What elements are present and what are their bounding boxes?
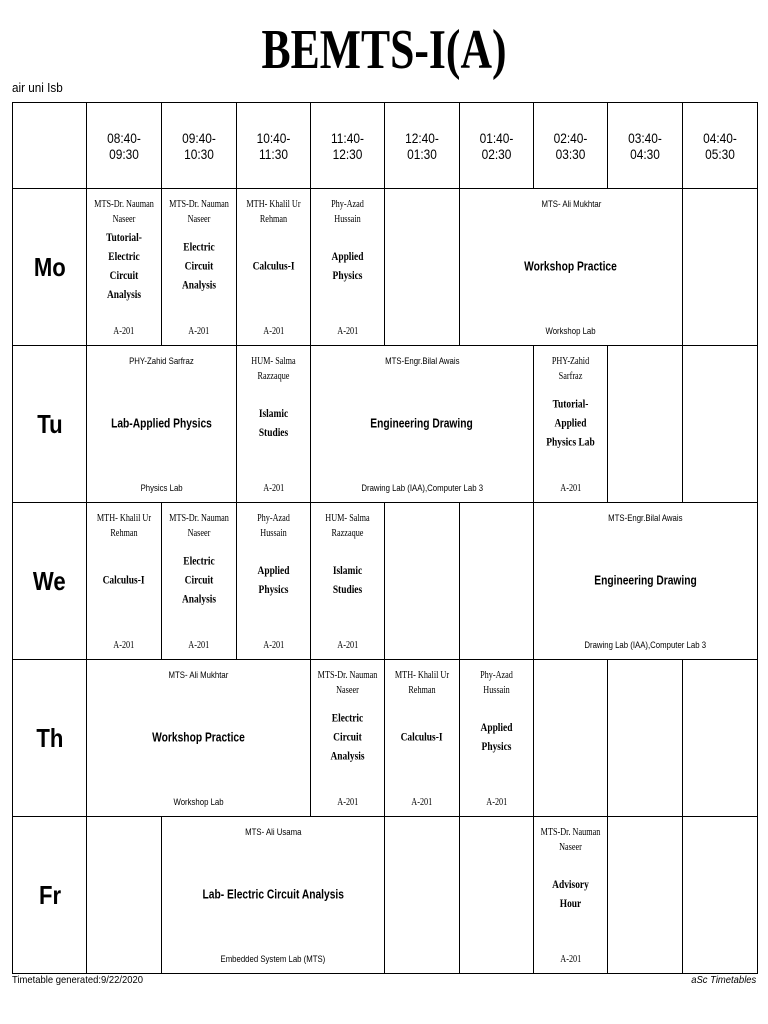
lesson-cell[interactable] [311, 189, 385, 346]
lesson-subject: Tutorial-Applied Physics Lab [546, 398, 595, 449]
lesson-teacher: MTS- Ali Mukhtar [541, 199, 601, 210]
period-header: 04:40-05:30 [683, 103, 758, 189]
empty-cell [385, 503, 460, 660]
lesson-cell[interactable] [311, 346, 534, 503]
lesson-cell[interactable] [87, 660, 311, 817]
lesson-cell[interactable] [87, 346, 237, 503]
period-header: 02:40-03:30 [534, 103, 608, 189]
lesson-cell[interactable] [87, 189, 162, 346]
lesson-subject: Workshop Practice [524, 259, 618, 274]
lesson-subject: Calculus-I [252, 260, 295, 273]
lesson-room: A-201 [263, 326, 284, 337]
period-header: 11:40-12:30 [311, 103, 385, 189]
lesson-cell[interactable] [237, 189, 311, 346]
period-header: 09:40-10:30 [162, 103, 237, 189]
lesson-subject: Applied Physics [331, 251, 364, 282]
lesson-cell[interactable] [460, 660, 534, 817]
timetable-title: BEMTS-I(A) [261, 19, 507, 81]
day-row-tuesday [13, 346, 758, 503]
lesson-cell[interactable] [87, 503, 162, 660]
lesson-teacher: HUM- Salma Razzaque [325, 513, 370, 539]
lesson-subject: Islamic Studies [258, 408, 289, 439]
lesson-room: Drawing Lab (IAA),Computer Lab 3 [361, 483, 483, 494]
empty-cell [608, 660, 683, 817]
school-name: air uni Isb [12, 80, 63, 95]
day-label: Fr [13, 817, 87, 974]
day-row-monday [13, 189, 758, 346]
lesson-subject: Electric Circuit Analysis [181, 241, 217, 292]
lesson-room: A-201 [337, 326, 358, 337]
empty-cell [460, 503, 534, 660]
lesson-cell[interactable] [534, 503, 758, 660]
lesson-cell[interactable] [460, 189, 683, 346]
lesson-teacher: Phy-Azad Hussain [480, 670, 513, 696]
lesson-cell[interactable] [311, 503, 385, 660]
day-label: Th [13, 660, 87, 817]
lesson-cell[interactable] [162, 817, 385, 974]
empty-cell [534, 660, 608, 817]
lesson-teacher: HUM- Salma Razzaque [251, 356, 296, 382]
lesson-cell[interactable] [162, 189, 237, 346]
lesson-room: A-201 [188, 640, 210, 651]
lesson-room: A-201 [560, 954, 581, 965]
lesson-cell[interactable] [237, 346, 311, 503]
empty-cell [460, 817, 534, 974]
lesson-subject: Islamic Studies [332, 565, 363, 596]
lesson-room: A-201 [560, 483, 581, 494]
lesson-room: A-201 [337, 797, 358, 808]
empty-cell [385, 817, 460, 974]
header-row [13, 103, 758, 189]
lesson-subject: Advisory Hour [552, 879, 589, 910]
lesson-teacher: MTS- Ali Mukhtar [168, 670, 229, 681]
lesson-subject: Lab- Electric Circuit Analysis [202, 887, 344, 902]
lesson-room: Drawing Lab (IAA),Computer Lab 3 [584, 640, 707, 651]
day-label: Mo [13, 189, 87, 346]
lesson-room: A-201 [113, 326, 135, 337]
timetable-grid [12, 102, 758, 974]
software-credit: aSc Timetables [690, 974, 756, 986]
period-header: 10:40-11:30 [237, 103, 311, 189]
lesson-teacher: MTS-Engr.Bilal Awais [608, 513, 683, 524]
empty-cell [683, 346, 758, 503]
empty-cell [683, 660, 758, 817]
empty-cell [87, 817, 162, 974]
lesson-cell[interactable] [534, 817, 608, 974]
day-row-thursday [13, 660, 758, 817]
lesson-subject: Electric Circuit Analysis [181, 555, 217, 606]
lesson-subject: Engineering Drawing [370, 416, 474, 431]
lesson-teacher: MTS-Dr. Nauman Naseer [94, 199, 154, 225]
lesson-cell[interactable] [385, 660, 460, 817]
lesson-teacher: MTS-Dr. Nauman Naseer [169, 199, 229, 225]
empty-cell [608, 346, 683, 503]
day-label: We [13, 503, 87, 660]
empty-cell [608, 817, 683, 974]
day-label: Tu [13, 346, 87, 503]
lesson-teacher: Phy-Azad Hussain [257, 513, 290, 539]
lesson-teacher: MTS-Engr.Bilal Awais [384, 356, 460, 367]
lesson-teacher: MTS-Dr. Nauman Naseer [169, 513, 229, 539]
lesson-room: A-201 [188, 326, 210, 337]
lesson-room: A-201 [263, 640, 284, 651]
empty-cell [683, 817, 758, 974]
lesson-room: Workshop Lab [173, 797, 224, 808]
period-header: 12:40-01:30 [385, 103, 460, 189]
lesson-room: A-201 [263, 483, 284, 494]
lesson-room: Embedded System Lab (MTS) [220, 954, 326, 965]
lesson-teacher: MTS- Ali Usama [244, 827, 302, 838]
lesson-teacher: PHY-Zahid Sarfraz [551, 356, 590, 382]
period-header: 08:40-09:30 [87, 103, 162, 189]
lesson-subject: Calculus-I [401, 731, 443, 744]
period-header: 01:40-02:30 [460, 103, 534, 189]
lesson-teacher: MTS-Dr. Nauman Naseer [540, 827, 601, 853]
lesson-cell[interactable] [311, 660, 385, 817]
day-row-friday [13, 817, 758, 974]
day-row-wednesday [13, 503, 758, 660]
corner-cell [13, 103, 87, 189]
lesson-subject: Tutorial-Electric Circuit Analysis [106, 232, 142, 301]
lesson-subject: Engineering Drawing [594, 573, 697, 588]
lesson-cell[interactable] [162, 503, 237, 660]
lesson-teacher: MTH- Khalil Ur Rehman [394, 670, 450, 696]
lesson-cell[interactable] [237, 503, 311, 660]
period-header: 03:40-04:30 [608, 103, 683, 189]
generated-date: Timetable generated:9/22/2020 [12, 974, 144, 986]
lesson-cell[interactable] [534, 346, 608, 503]
lesson-teacher: MTH- Khalil Ur Rehman [96, 513, 152, 539]
lesson-room: A-201 [337, 640, 358, 651]
lesson-room: A-201 [113, 640, 135, 651]
lesson-subject: Applied Physics [257, 565, 290, 596]
lesson-room: A-201 [486, 797, 507, 808]
lesson-teacher: Phy-Azad Hussain [331, 199, 364, 225]
lesson-subject: Calculus-I [103, 574, 145, 587]
empty-cell [385, 189, 460, 346]
lesson-teacher: PHY-Zahid Sarfraz [129, 356, 194, 367]
timetable-table [12, 102, 758, 974]
lesson-subject: Lab-Applied Physics [111, 416, 212, 431]
lesson-subject: Electric Circuit Analysis [330, 712, 365, 763]
lesson-teacher: MTH- Khalil Ur Rehman [246, 199, 301, 225]
lesson-room: Workshop Lab [545, 326, 597, 337]
empty-cell [683, 189, 758, 346]
lesson-teacher: MTS-Dr. Nauman Naseer [317, 670, 378, 696]
lesson-room: A-201 [411, 797, 433, 808]
lesson-room: Physics Lab [140, 483, 183, 494]
lesson-subject: Workshop Practice [152, 730, 245, 745]
lesson-subject: Applied Physics [480, 722, 513, 753]
